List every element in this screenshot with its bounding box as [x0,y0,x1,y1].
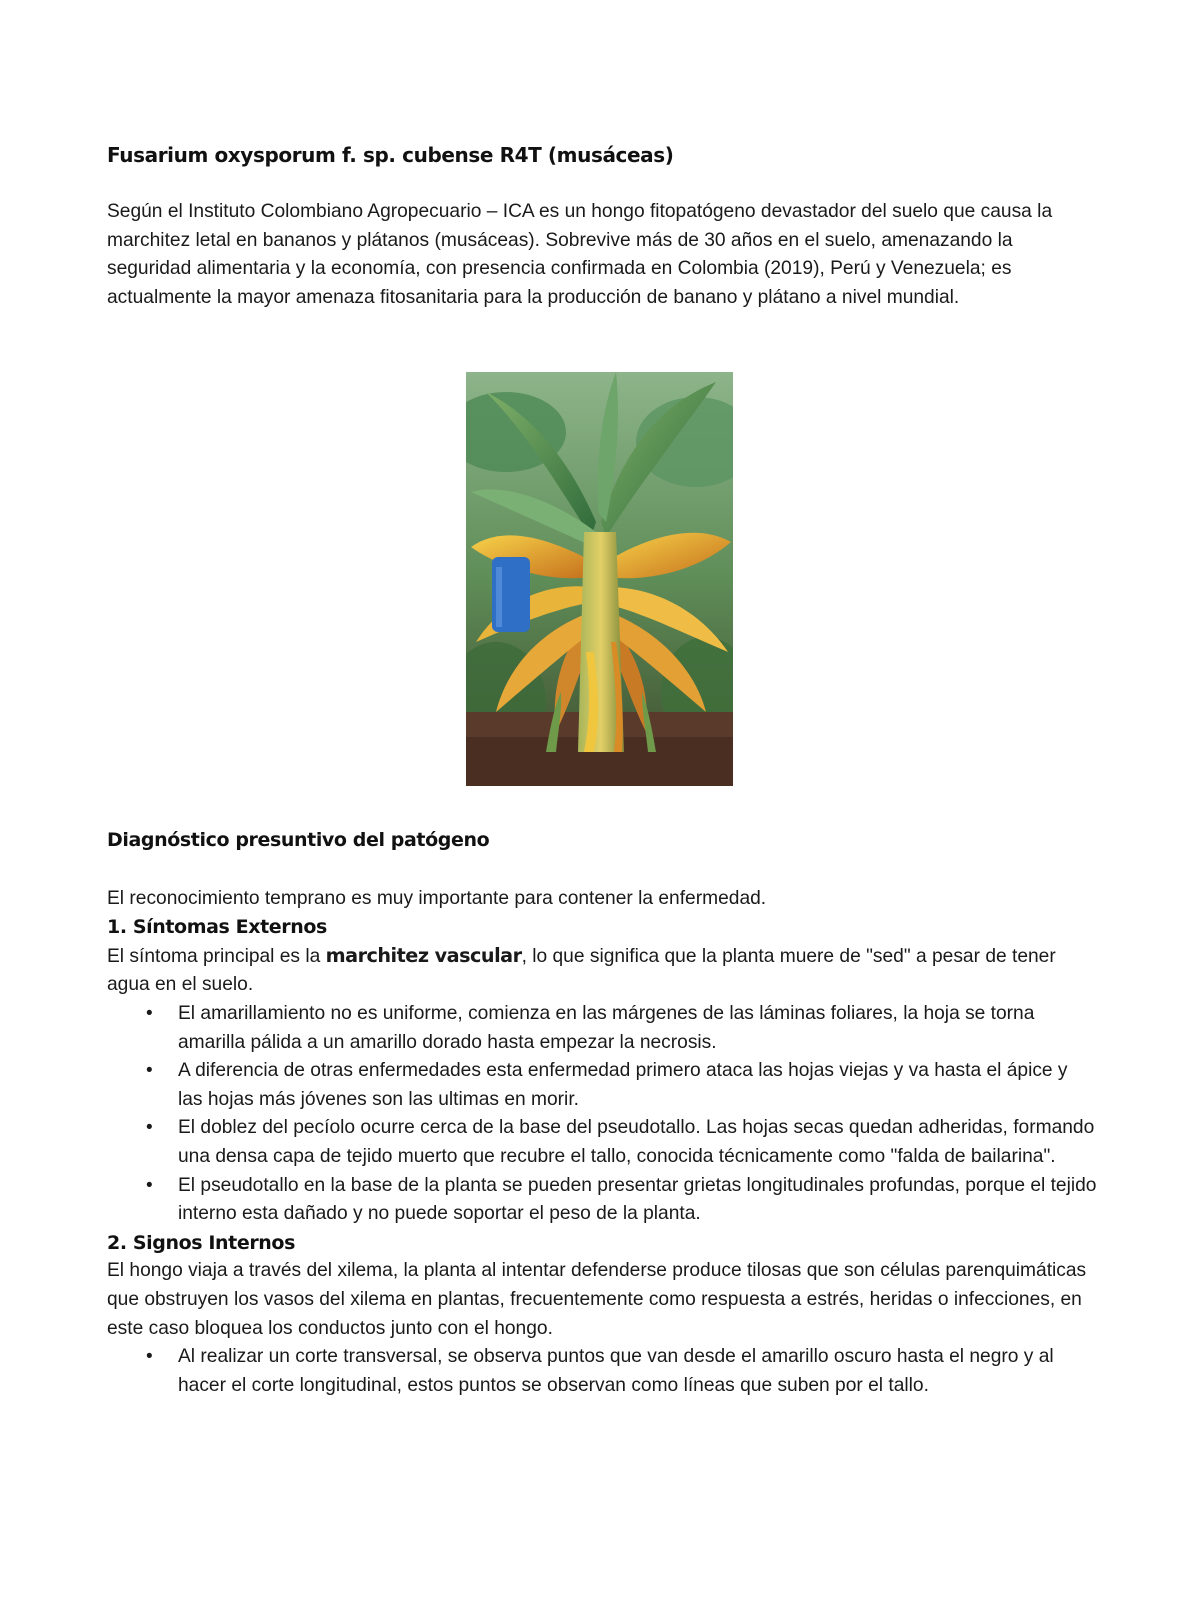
document-body [107,140,1097,312]
external-text-strong: marchitez vascular [325,943,522,967]
banana-plant-photo [466,372,733,786]
section-title: Diagnóstico presuntivo del patógeno [107,829,490,851]
bullet-icon: • [146,1002,153,1024]
external-bullet-list [107,1000,1097,1229]
list-item [107,1000,1097,1057]
document-title: Fusarium oxysporum f. sp. cubense R4T (musáceas) [107,143,674,167]
internal-heading: 2. Signos Internos [107,1231,295,1254]
list-item [107,1057,1097,1114]
list-item [107,1343,1097,1400]
bullet-icon: • [146,1060,153,1082]
bullet-icon: • [146,1346,153,1368]
list-item-text: A diferencia de otras enfermedades esta enfermedad primero ataca las hojas viejas y va hasta el ápice y las hojas más jóvenes son las ultimas en morir. [178,1060,1068,1110]
list-item-text: Al realizar un corte transversal, se observa puntos que van desde el amarillo oscuro hasta el negro y al hacer el corte longitudinal, estos puntos se observan como líneas que suben por el tallo. [178,1346,1054,1396]
section-intro: El reconocimiento temprano es muy importante para contener la enfermedad. [107,887,767,909]
external-heading: 1. Síntomas Externos [107,916,327,939]
internal-bullet-list [107,1343,1097,1400]
list-item-text: El pseudotallo en la base de la planta se pueden presentar grietas longitudinales profundas, porque el tejido interno esta dañado y no puede soportar el peso de la planta. [178,1174,1097,1225]
external-text-before: El síntoma principal es la [107,945,326,967]
external-text-after: , lo que significa que la planta muere de "sed" a pesar de tener agua en el suelo. [107,945,1056,996]
banana-plant-photo-icon [466,372,733,786]
intro-paragraph: Según el Instituto Colombiano Agropecuario – ICA es un hongo fitopatógeno devastador del suelo que causa la marchitez letal en bananos y plátanos (musáceas). Sobrevive más de 30 años en el suelo, amenazando la seguridad alimentaria y la economía, con presencia confirmada en Colombia (2019), Perú y Venezuela; es actualmente la mayor amenaza fitosanitaria para la producción de banano y plátano a nivel mundial. [107,201,1053,308]
diagnosis-section [107,826,1097,1400]
external-paragraph [107,942,1097,1000]
list-item [107,1114,1097,1171]
bullet-icon: • [146,1174,153,1196]
bullet-icon: • [146,1117,153,1139]
list-item-text: El doblez del pecíolo ocurre cerca de la base del pseudotallo. Las hojas secas quedan adheridas, formando una densa capa de tejido muerto que recubre el tallo, conocida técnicamente como "falda de bailarina". [178,1117,1095,1167]
list-item [107,1172,1097,1229]
list-item-text: El amarillamiento no es uniforme, comienza en las márgenes de las láminas foliares, la hoja se torna amarilla pálida a un amarillo dorado hasta empezar la necrosis. [178,1002,1035,1053]
internal-paragraph: El hongo viaja a través del xilema, la planta al intentar defenderse produce tilosas que son células parenquimáticas que obstruyen los vasos del xilema en plantas, frecuentemente como respuesta a estrés, heridas o infecciones, en este caso bloquea los conductos junto con el hongo. [107,1260,1087,1339]
